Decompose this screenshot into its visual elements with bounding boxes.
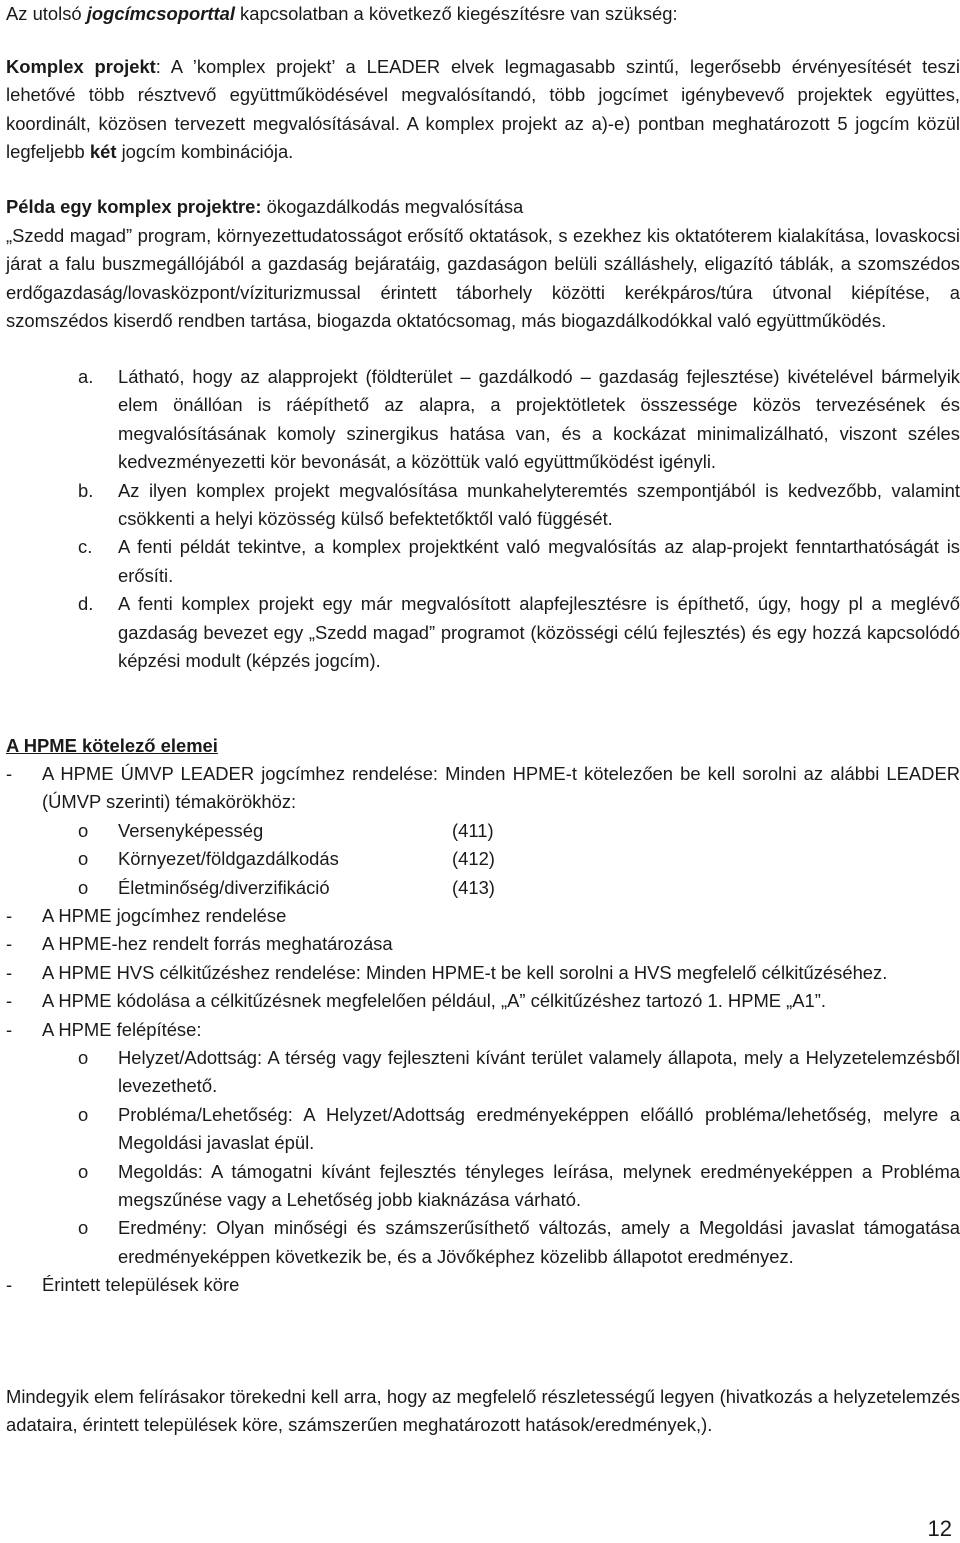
structure-item: o Megoldás: A támogatni kívánt fejlesztés tényleges leírása, melynek eredményeképpen a Probléma megszűnése vagy a Lehetőség jobb kiaknázása várható. xyxy=(78,1160,960,1211)
list-item: d. A fenti komplex projekt egy már megvalósított alapfejlesztésre is építhető, úgy, hogy pl a meglévő gazdaság bevezet egy „Szedd magad” programot (közösségi célú fejlesztés) és egy hozzá kapcsolódó képzési modult (képzés jogcím). xyxy=(78,593,960,672)
topic-row: o Versenyképesség (411) xyxy=(78,819,494,841)
pelda-heading: Példa egy komplex projektre: ökogazdálkodás megvalósítása xyxy=(6,196,524,217)
topic-row: o Környezet/földgazdálkodás (412) xyxy=(78,848,495,870)
list-item: - A HPME kódolása a célkitűzésnek megfelelően például, „A” célkitűzéshez tartozó 1. HPME „A1”. xyxy=(6,990,827,1012)
list-item: - A HPME felépítése: xyxy=(6,1018,202,1040)
list-item: c. A fenti példát tekintve, a komplex projektként való megvalósítás az alap-projekt fenntarthatóságát is erősíti. xyxy=(78,536,960,586)
structure-item: o Helyzet/Adottság: A térség vagy fejleszteni kívánt terület valamely állapota, mely a Helyzetelemzésből levezethető. xyxy=(78,1047,960,1097)
intro-italic: jogcímcsoporttal xyxy=(86,3,235,24)
list-item: - A HPME HVS célkitűzéshez rendelése: Minden HPME-t be kell sorolni a HVS megfelelő célkitűzéséhez. xyxy=(6,961,888,983)
intro-paragraph: Az utolsó jogcímcsoporttal kapcsolatban a következő kiegészítésre van szükség: xyxy=(6,3,678,24)
list-item: a. Látható, hogy az alapprojekt (földterület – gazdálkodó – gazdaság fejlesztése) kivételével bármelyik elem önállóan is ráépíthető az alapra, a projektötletek összessége közös tervezésének és megvalósításának komoly szinergikus hatása van, és a kockázat minimalizálható, viszont széles kedvezményezetti kör bevonását, a közöttük való együttműködést igényli. xyxy=(78,366,960,473)
komplex-label: Komplex projekt xyxy=(6,56,156,77)
pelda-list xyxy=(6,363,960,675)
structure-item: o Probléma/Lehetőség: A Helyzet/Adottság eredményeképpen előálló probléma/lehetőség, melyre a Megoldási javaslat épül. xyxy=(78,1103,960,1154)
list-item: b. Az ilyen komplex projekt megvalósítása munkahelyteremtés szempontjából is kedvezőbb, valamint csökkenti a helyi közösség külső befektetőktől való függését. xyxy=(78,479,960,530)
hpme-list xyxy=(6,760,960,1300)
closing-paragraph: Mindegyik elem felírásakor törekedni kell arra, hogy az megfelelő részletességű legyen (hivatkozás a helyzetelemzés adataira, érintett települések köre, számszerűen meghatározott hatások/eredmények,). xyxy=(6,1386,960,1436)
structure-item: o Eredmény: Olyan minőségi és számszerűsíthető változás, amely a Megoldási javaslat támogatása eredményeképpen következik be, és a Jövőképhez közelibb állapotot eredményez. xyxy=(78,1217,960,1267)
topic-row: o Életminőség/diverzifikáció (413) xyxy=(78,876,495,898)
list-item: - A HPME-hez rendelt forrás meghatározása xyxy=(6,933,393,955)
pelda-body: „Szedd magad” program, környezettudatosságot erősítő oktatások, s ezekhez kis oktatóterem kialakítása, lovaskocsi járat a falu buszmegállójából a gazdaság bejáratáig, gazdaságon belüli szálláshely, eligazító táblák, a szomszédos erdőgazdaság/lovasközpont/víziturizmussal érintett táborhely közötti kerékpáros/túra útvonal kiépítése, a szomszédos kiserdő rendben tartása, biogazda oktatócsomag, más biogazdálkodókkal való együttműködés. xyxy=(6,225,960,332)
list-item: - Érintett települések köre xyxy=(6,1274,240,1296)
list-item: - A HPME jogcímhez rendelése xyxy=(6,904,287,926)
page-number: 12 xyxy=(927,1516,952,1541)
komplex-projekt-paragraph: Komplex projekt: A ’komplex projekt’ a LEADER elvek legmagasabb szintű, legerősebb érvényesítését teszi lehetővé több résztvevő együttműködésével megvalósítandó, több jogcímet igénybevevő projektek együttes, koordinált, közösen tervezett megvalósításával. A komplex projekt az a)-e) pontban meghatározott 5 jogcím közül legfeljebb két jogcím kombinációja. xyxy=(6,56,960,163)
list-item: - A HPME ÚMVP LEADER jogcímhez rendelése: Minden HPME-t kötelezően be kell sorolni az alábbi LEADER (ÚMVP szerinti) témakörökhöz: xyxy=(6,763,960,813)
hpme-heading: A HPME kötelező elemei xyxy=(6,735,218,756)
